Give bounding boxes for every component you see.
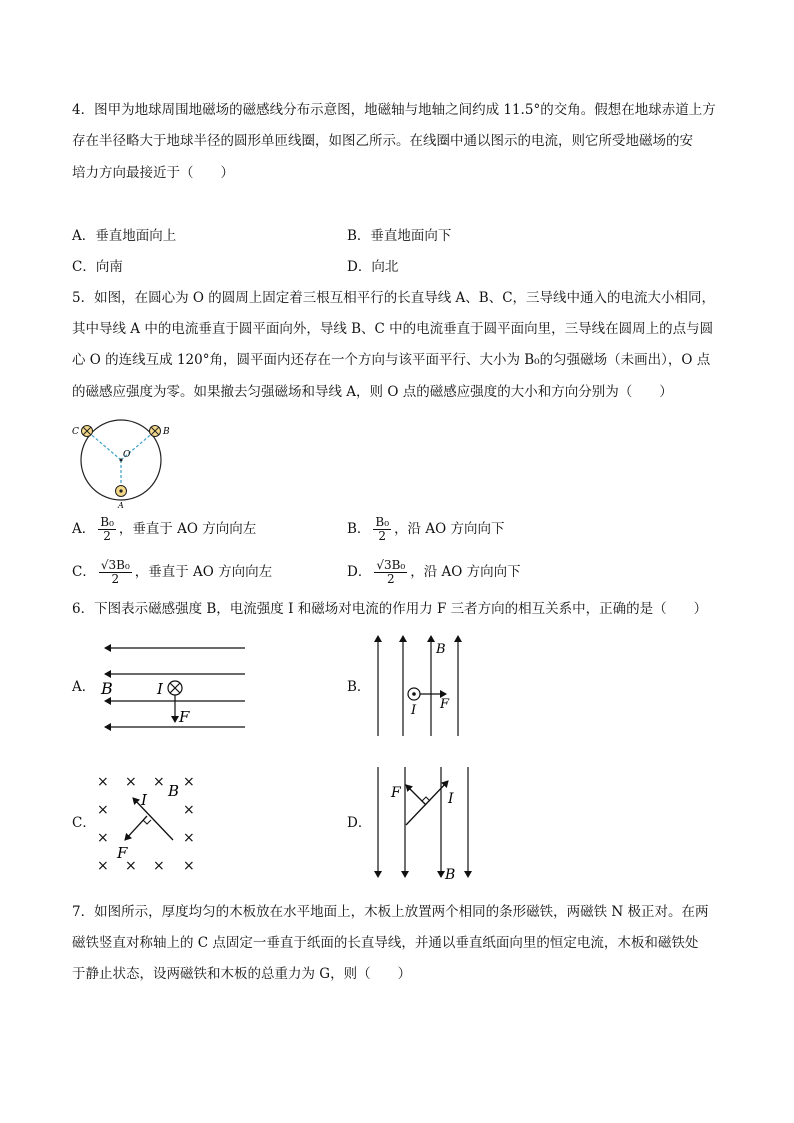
- q5-wire-c: [82, 426, 93, 437]
- q5-option-a-den: 2: [103, 529, 111, 543]
- q4-option-c: C．向南: [72, 259, 123, 275]
- q5-stem-line3: 心 O 的连线互成 120°角，圆平面内还存在一个方向与该平面平行、大小为 B₀的匀强磁场（未画出），O 点: [72, 352, 711, 368]
- svg-text:×: ×: [183, 774, 195, 790]
- q5-wire-b: [150, 426, 161, 437]
- q6d-label-i: I: [448, 791, 454, 807]
- q5-label-a: A: [118, 501, 124, 510]
- q6c-current-wire: [133, 798, 173, 840]
- q5-option-d: [347, 559, 521, 586]
- svg-text:×: ×: [183, 802, 195, 818]
- q6c-label-b: B: [168, 782, 180, 800]
- q5-option-c-den: 2: [111, 572, 120, 586]
- q6-figure-d: [370, 763, 480, 883]
- q6-stem-line1: 6．下图表示磁感强度 B，电流强度 I 和磁场对电流的作用力 F 三者方向的相互关系中，正确的是（ ）: [72, 601, 708, 617]
- q5-wire-a: [116, 486, 127, 497]
- q7-stem-line3: 于静止状态，设两磁铁和木板的总重力为 G，则（ ）: [72, 966, 412, 982]
- q4-option-b: B．垂直地面向下: [347, 228, 452, 244]
- q5-option-b-num: B₀: [375, 515, 390, 529]
- q6c-label-i: I: [141, 791, 147, 809]
- q6d-current-wire: [406, 781, 448, 825]
- q6-option-c-label: C．: [72, 815, 96, 831]
- q6d-label-b: B: [445, 867, 456, 883]
- svg-text:×: ×: [97, 802, 109, 818]
- svg-text:×: ×: [97, 774, 109, 790]
- q5-stem-line4: 的磁感应强度为零。如果撤去匀强磁场和导线 A，则 O 点的磁感应强度的大小和方向分别为（ ）: [72, 384, 673, 400]
- q5-option-b-letter: B．: [347, 521, 371, 537]
- svg-text:×: ×: [153, 774, 165, 790]
- q5-option-d-letter: D．: [347, 564, 372, 580]
- q5-stem-line2: 其中导线 A 中的电流垂直于圆平面向外，导线 B、C 中的电流垂直于圆平面向里，三导线在圆周上的点与圆: [72, 321, 714, 337]
- q6c-force-arrow: [125, 816, 147, 840]
- svg-text:×: ×: [97, 858, 109, 874]
- q6-option-b-label: B．: [347, 679, 371, 695]
- svg-text:×: ×: [125, 774, 137, 790]
- q6c-field-into-page-crosses: [97, 774, 195, 874]
- q5-circle-figure: [70, 418, 170, 510]
- q5-option-c-text: ，垂直于 AO 方向向左: [134, 564, 273, 580]
- q5-option-a: [72, 516, 256, 543]
- q5-dash-oc: [87, 431, 121, 460]
- q5-option-c-num: √3B₀: [100, 558, 130, 572]
- q5-option-a-fraction: [98, 516, 116, 543]
- q4-stem-line3: 培力方向最接近于（ ）: [72, 165, 234, 181]
- q5-option-b: [347, 516, 504, 543]
- q6a-label-b: B: [101, 679, 113, 698]
- q5-option-c-letter: C．: [72, 564, 96, 580]
- q4-option-a: A．垂直地面向上: [72, 228, 177, 244]
- q5-option-b-den: 2: [378, 529, 387, 543]
- q5-option-b-fraction: [373, 516, 391, 543]
- q6d-right-angle-mark: [422, 797, 430, 801]
- q6-figure-a: [95, 640, 255, 735]
- q5-option-a-num: B₀: [100, 515, 114, 529]
- q5-label-b: B: [163, 427, 170, 437]
- q5-option-c: [72, 559, 272, 586]
- q4-option-d: D．向北: [347, 259, 399, 275]
- svg-text:×: ×: [183, 830, 195, 846]
- q5-option-b-text: ，沿 AO 方向向下: [394, 521, 505, 537]
- q6-figure-b: [370, 632, 480, 740]
- q6a-label-i: I: [157, 680, 163, 698]
- q6a-label-f: F: [179, 708, 190, 726]
- q5-option-a-text: ，垂直于 AO 方向向左: [118, 521, 257, 537]
- q5-label-c: C: [72, 427, 79, 437]
- q6b-label-b: B: [436, 642, 446, 657]
- q5-option-d-num: √3B₀: [376, 558, 406, 572]
- q6d-label-f: F: [391, 785, 401, 801]
- q5-option-c-fraction: [99, 559, 132, 586]
- q6b-label-f: F: [440, 697, 450, 712]
- q6c-right-angle-mark: [143, 820, 151, 824]
- q6b-current-out-of-page: [408, 688, 420, 700]
- svg-text:×: ×: [183, 858, 195, 874]
- q4-stem-line1: 4．图甲为地球周围地磁场的磁感线分布示意图，地磁轴与地轴之间约成 11.5°的交角。假想在地球赤道上方: [72, 102, 716, 118]
- q6-figure-c: [95, 768, 210, 873]
- q6-option-a-label: A．: [72, 679, 96, 695]
- q6-option-d-label: D．: [347, 815, 372, 831]
- q5-option-a-letter: A．: [72, 521, 96, 537]
- q7-stem-line1: 7．如图所示，厚度均匀的木板放在水平地面上，木板上放置两个相同的条形磁铁，两磁铁 N 极正对。在两: [72, 904, 709, 920]
- q5-option-d-text: ，沿 AO 方向向下: [410, 564, 521, 580]
- svg-text:×: ×: [125, 858, 137, 874]
- q5-stem-line1: 5．如图，在圆心为 O 的圆周上固定着三根互相平行的长直导线 A、B、C，三导线中通入的电流大小相同，: [72, 290, 716, 306]
- svg-text:×: ×: [97, 830, 109, 846]
- svg-text:×: ×: [153, 858, 165, 874]
- q6d-force-arrow: [406, 785, 426, 805]
- q6b-label-i: I: [411, 703, 417, 718]
- q6a-current-into-page: [168, 681, 182, 695]
- q5-label-o: O: [123, 450, 131, 460]
- q5-option-d-fraction: [374, 559, 407, 586]
- q7-stem-line2: 磁铁竖直对称轴上的 C 点固定一垂直于纸面的长直导线，并通以垂直纸面向里的恒定电流，木板和磁铁处: [72, 935, 699, 951]
- q4-stem-line2: 存在半径略大于地球半径的圆形单匝线圈，如图乙所示。在线圈中通以图示的电流，则它所受地磁场的安: [72, 133, 693, 149]
- q5-option-d-den: 2: [386, 572, 395, 586]
- q6c-label-f: F: [117, 844, 128, 862]
